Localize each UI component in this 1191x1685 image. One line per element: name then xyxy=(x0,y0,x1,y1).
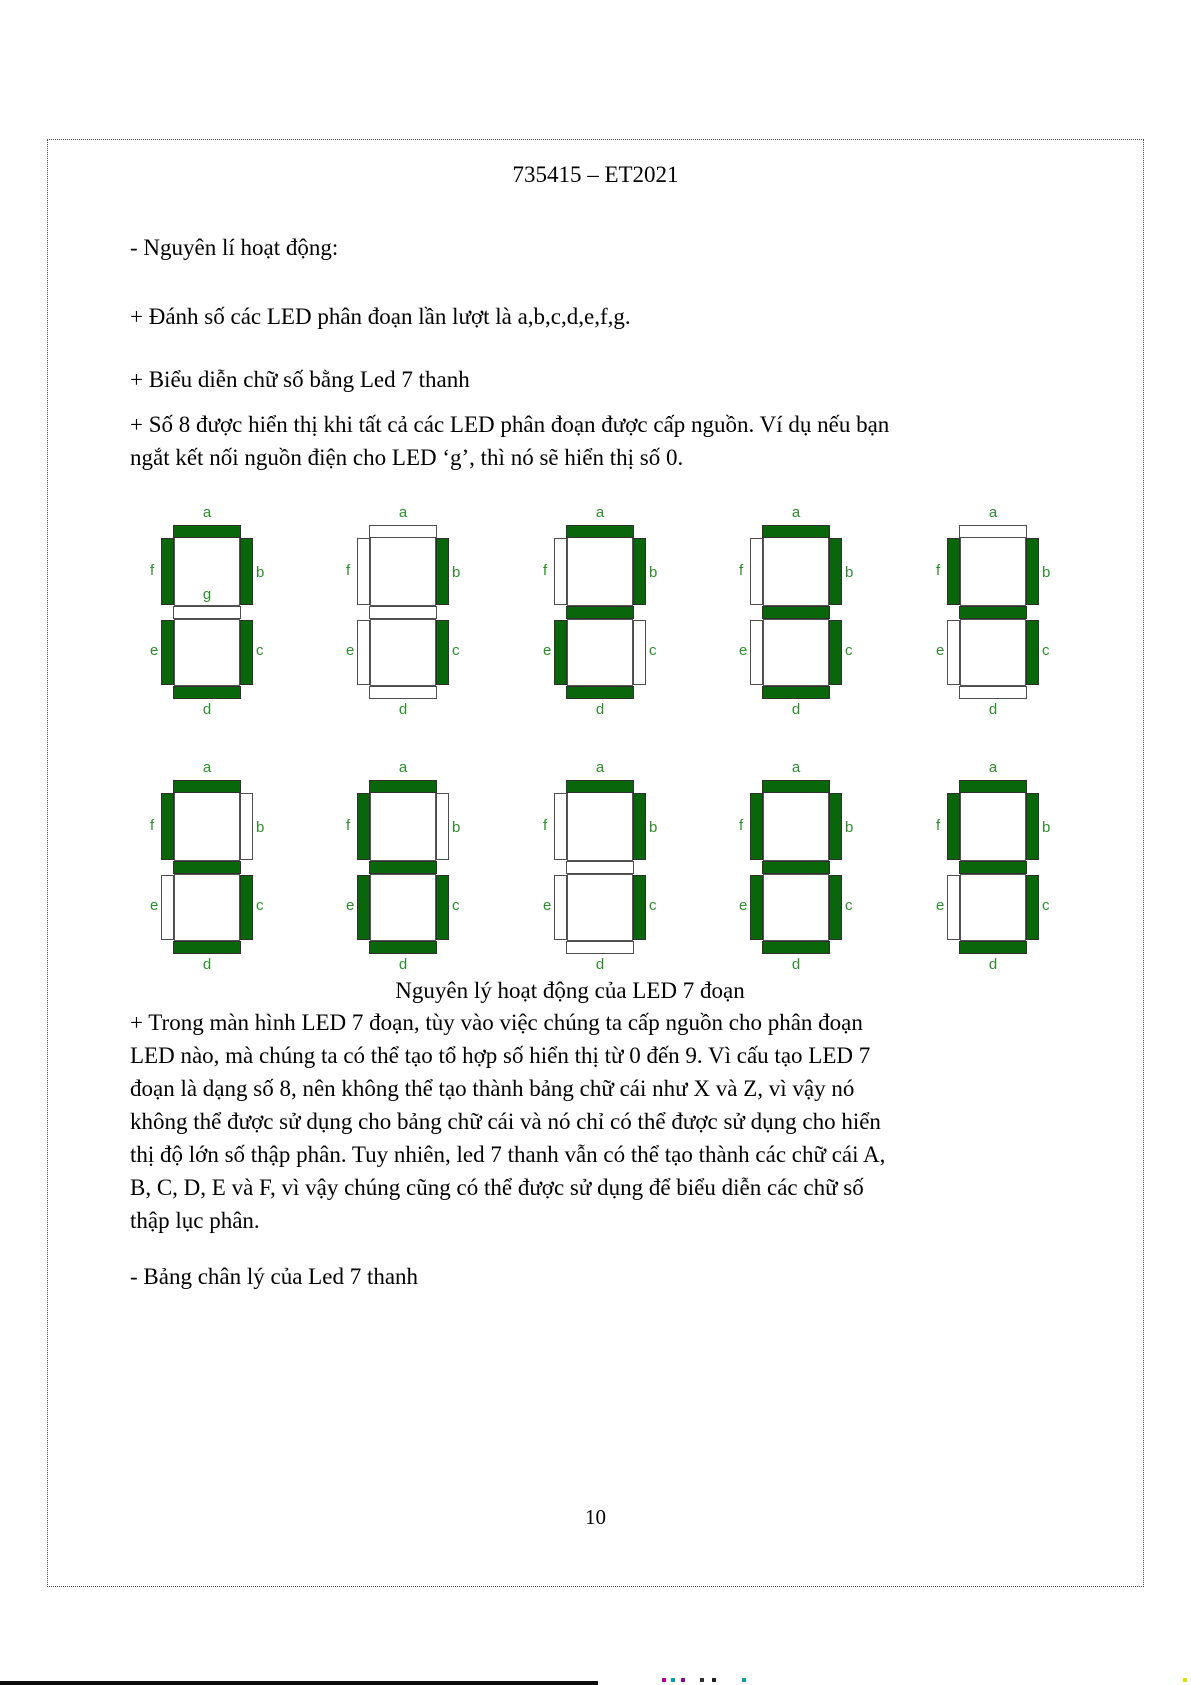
upper-square-outline xyxy=(567,792,633,861)
lower-square-outline xyxy=(174,874,240,941)
segment-label-e: e xyxy=(150,897,159,914)
segment-label-b: b xyxy=(452,819,461,836)
segment-label-c: c xyxy=(1042,642,1050,659)
document-header: 735415 – ET2021 xyxy=(512,162,679,187)
segment-e xyxy=(357,875,370,940)
segment-e xyxy=(947,620,960,685)
segment-d xyxy=(959,941,1027,954)
intro-line-1: - Nguyên lí hoạt động: xyxy=(130,235,339,260)
led-digit-0 xyxy=(142,503,272,718)
lower-square-outline xyxy=(960,619,1026,686)
segment-label-c: c xyxy=(845,642,853,659)
segment-label-a: a xyxy=(791,759,801,776)
segment-c xyxy=(1026,620,1039,685)
segment-label-f: f xyxy=(739,562,744,579)
upper-square-outline xyxy=(174,792,240,861)
segment-label-c: c xyxy=(845,897,853,914)
segment-a xyxy=(566,525,634,538)
led-digit-7 xyxy=(535,758,665,973)
segment-g xyxy=(959,861,1027,874)
segment-label-a: a xyxy=(988,759,998,776)
segment-f xyxy=(947,538,960,605)
artifact-speck xyxy=(662,1678,666,1682)
figure-caption: Nguyên lý hoạt động của LED 7 đoạn xyxy=(395,978,745,1003)
upper-square-outline xyxy=(960,537,1026,606)
segment-label-b: b xyxy=(256,564,265,581)
led-digit-6 xyxy=(338,758,468,973)
segment-e xyxy=(161,620,174,685)
segment-g xyxy=(762,606,830,619)
segment-label-f: f xyxy=(543,817,548,834)
led-digit-9 xyxy=(928,758,1058,973)
paragraph-line: LED nào, mà chúng ta có thể tạo tổ hợp số hiển thị từ 0 đến 9. Vì cấu tạo LED 7 xyxy=(130,1043,871,1068)
segment-e xyxy=(161,875,174,940)
segment-d xyxy=(369,686,437,699)
segment-c xyxy=(240,620,253,685)
segment-label-d: d xyxy=(595,956,605,973)
segment-label-a: a xyxy=(595,504,605,521)
segment-g xyxy=(566,606,634,619)
lower-square-outline xyxy=(174,619,240,686)
segment-label-f: f xyxy=(936,562,941,579)
segment-label-e: e xyxy=(543,897,552,914)
segment-label-a: a xyxy=(595,759,605,776)
segment-label-c: c xyxy=(1042,897,1050,914)
segment-label-d: d xyxy=(988,956,998,973)
led-digit-5 xyxy=(142,758,272,973)
segment-label-d: d xyxy=(202,956,212,973)
artifact-speck xyxy=(671,1678,675,1682)
segment-b xyxy=(633,793,646,860)
segment-d xyxy=(959,686,1027,699)
segment-d xyxy=(566,941,634,954)
segment-f xyxy=(357,793,370,860)
segment-d xyxy=(762,941,830,954)
segment-label-f: f xyxy=(346,562,351,579)
lower-square-outline xyxy=(370,874,436,941)
segment-d xyxy=(762,686,830,699)
segment-label-d: d xyxy=(988,701,998,718)
segment-b xyxy=(436,538,449,605)
segment-label-b: b xyxy=(845,564,854,581)
segment-label-d: d xyxy=(202,701,212,718)
paragraph-line: thập lục phân. xyxy=(130,1208,260,1233)
paragraph-line: thị độ lớn số thập phân. Tuy nhiên, led 7 thanh vẫn có thể tạo thành các chữ cái A, xyxy=(130,1142,886,1167)
segment-a xyxy=(959,780,1027,793)
lower-square-outline xyxy=(567,619,633,686)
truth-table-heading: - Bảng chân lý của Led 7 thanh xyxy=(130,1264,419,1289)
segment-label-c: c xyxy=(649,897,657,914)
intro-line-3: + Biểu diễn chữ số bằng Led 7 thanh xyxy=(130,367,470,392)
segment-label-b: b xyxy=(256,819,265,836)
artifact-speck xyxy=(681,1678,685,1682)
led-digit-4 xyxy=(928,503,1058,718)
lower-square-outline xyxy=(567,874,633,941)
segment-label-b: b xyxy=(845,819,854,836)
led-digit-1 xyxy=(338,503,468,718)
led-figure-row-2 xyxy=(142,758,1062,973)
lower-square-outline xyxy=(763,874,829,941)
segment-label-e: e xyxy=(739,642,748,659)
intro-line-5: ngắt kết nối nguồn điện cho LED ‘g’, thì nó sẽ hiển thị số 0. xyxy=(130,445,684,470)
segment-label-e: e xyxy=(936,642,945,659)
segment-e xyxy=(947,875,960,940)
segment-e xyxy=(750,875,763,940)
lower-square-outline xyxy=(370,619,436,686)
segment-c xyxy=(829,875,842,940)
segment-d xyxy=(173,941,241,954)
led-digit-2 xyxy=(535,503,665,718)
segment-a xyxy=(566,780,634,793)
segment-d xyxy=(369,941,437,954)
segment-c xyxy=(633,620,646,685)
segment-b xyxy=(1026,538,1039,605)
segment-label-a: a xyxy=(398,759,408,776)
upper-square-outline xyxy=(763,792,829,861)
segment-label-b: b xyxy=(649,819,658,836)
segment-e xyxy=(554,875,567,940)
led-figure-row-1 xyxy=(142,503,1062,718)
paragraph-line: không thể được sử dụng cho bảng chữ cái và nó chỉ có thể được sử dụng cho hiển xyxy=(130,1109,881,1134)
led-digit-3 xyxy=(731,503,861,718)
segment-label-f: f xyxy=(150,817,155,834)
lower-square-outline xyxy=(763,619,829,686)
segment-e xyxy=(554,620,567,685)
paragraph-line: B, C, D, E và F, vì vậy chúng cũng có thể được sử dụng để biểu diễn các chữ số xyxy=(130,1175,864,1200)
segment-b xyxy=(829,793,842,860)
segment-label-f: f xyxy=(936,817,941,834)
segment-label-e: e xyxy=(543,642,552,659)
segment-b xyxy=(633,538,646,605)
segment-label-f: f xyxy=(739,817,744,834)
lower-square-outline xyxy=(960,874,1026,941)
segment-a xyxy=(959,525,1027,538)
segment-f xyxy=(554,793,567,860)
segment-a xyxy=(173,525,241,538)
segment-f xyxy=(947,793,960,860)
segment-f xyxy=(161,793,174,860)
segment-a xyxy=(369,525,437,538)
artifact-speck xyxy=(712,1678,716,1682)
intro-line-2: + Đánh số các LED phân đoạn lần lượt là a,b,c,d,e,f,g. xyxy=(130,304,631,329)
segment-d xyxy=(566,686,634,699)
segment-label-d: d xyxy=(398,956,408,973)
segment-label-a: a xyxy=(791,504,801,521)
segment-a xyxy=(762,780,830,793)
segment-label-c: c xyxy=(452,642,460,659)
segment-label-a: a xyxy=(398,504,408,521)
segment-c xyxy=(1026,875,1039,940)
segment-c xyxy=(436,875,449,940)
segment-f xyxy=(357,538,370,605)
segment-label-b: b xyxy=(1042,564,1051,581)
segment-a xyxy=(369,780,437,793)
segment-b xyxy=(436,793,449,860)
segment-e xyxy=(357,620,370,685)
artifact-speck xyxy=(700,1678,704,1682)
segment-label-e: e xyxy=(739,897,748,914)
segment-label-d: d xyxy=(791,701,801,718)
page-number: 10 xyxy=(585,1505,606,1529)
segment-label-g: g xyxy=(202,586,212,603)
upper-square-outline xyxy=(567,537,633,606)
segment-c xyxy=(436,620,449,685)
segment-label-a: a xyxy=(202,759,212,776)
upper-square-outline xyxy=(960,792,1026,861)
segment-label-a: a xyxy=(988,504,998,521)
segment-label-d: d xyxy=(791,956,801,973)
segment-g xyxy=(369,861,437,874)
led-digit-8 xyxy=(731,758,861,973)
segment-label-c: c xyxy=(256,642,264,659)
segment-f xyxy=(554,538,567,605)
segment-b xyxy=(240,793,253,860)
segment-label-e: e xyxy=(936,897,945,914)
segment-label-e: e xyxy=(346,642,355,659)
segment-label-c: c xyxy=(256,897,264,914)
upper-square-outline xyxy=(370,537,436,606)
paragraph-line: đoạn là dạng số 8, nên không thể tạo thành bảng chữ cái như X và Z, vì vậy nó xyxy=(130,1076,855,1101)
segment-g xyxy=(173,606,241,619)
segment-label-f: f xyxy=(543,562,548,579)
intro-line-4: + Số 8 được hiển thị khi tất cả các LED phân đoạn được cấp nguồn. Ví dụ nếu bạn xyxy=(130,412,890,437)
segment-g xyxy=(173,861,241,874)
segment-label-a: a xyxy=(202,504,212,521)
segment-g xyxy=(959,606,1027,619)
upper-square-outline xyxy=(763,537,829,606)
segment-f xyxy=(750,793,763,860)
segment-label-e: e xyxy=(150,642,159,659)
segment-e xyxy=(750,620,763,685)
segment-label-b: b xyxy=(452,564,461,581)
segment-g xyxy=(762,861,830,874)
segment-g xyxy=(369,606,437,619)
segment-label-c: c xyxy=(452,897,460,914)
segment-c xyxy=(633,875,646,940)
segment-label-c: c xyxy=(649,642,657,659)
artifact-speck xyxy=(1183,1678,1187,1682)
segment-c xyxy=(240,875,253,940)
segment-d xyxy=(173,686,241,699)
segment-c xyxy=(829,620,842,685)
segment-label-b: b xyxy=(1042,819,1051,836)
segment-b xyxy=(1026,793,1039,860)
segment-label-d: d xyxy=(398,701,408,718)
segment-f xyxy=(750,538,763,605)
upper-square-outline xyxy=(370,792,436,861)
artifact-speck xyxy=(742,1678,746,1682)
segment-a xyxy=(762,525,830,538)
segment-b xyxy=(829,538,842,605)
segment-label-d: d xyxy=(595,701,605,718)
paragraph-line: + Trong màn hình LED 7 đoạn, tùy vào việc chúng ta cấp nguồn cho phân đoạn xyxy=(130,1010,863,1035)
segment-label-b: b xyxy=(649,564,658,581)
segment-g xyxy=(566,861,634,874)
segment-a xyxy=(173,780,241,793)
bottom-edge-bar xyxy=(0,1681,598,1685)
segment-label-e: e xyxy=(346,897,355,914)
segment-label-f: f xyxy=(346,817,351,834)
segment-label-f: f xyxy=(150,562,155,579)
